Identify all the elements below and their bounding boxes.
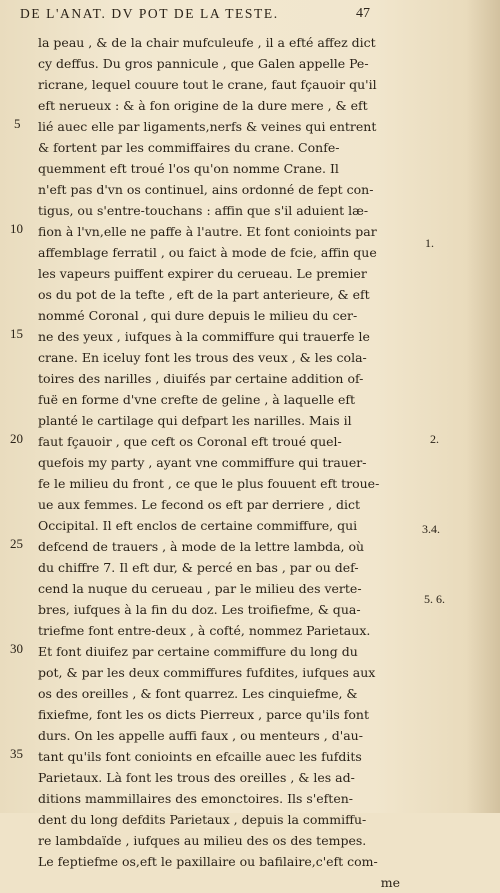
text-line: la peau , & de la chair mufculeufe , il a efté affez dict [38, 35, 376, 50]
text-line: ricrane, lequel couure tout le crane, faut fçauoir qu'il [38, 77, 377, 92]
line-number: 20 [10, 431, 23, 446]
text-line: Occipital. Il eft enclos de certaine commiffure, qui [38, 518, 358, 533]
running-title: DE L'ANAT. DV POT DE LA TESTE. [20, 6, 279, 21]
page-number: 47 [356, 6, 370, 21]
margin-note: 3.4. [422, 522, 440, 536]
running-header [20, 6, 370, 24]
text-line: fixiefme, font les os dicts Pierreux , parce qu'ils font [38, 707, 369, 722]
text-line: pot, & par les deux commiffures fufdites, iufques aux [38, 665, 376, 680]
text-line: ne des yeux , iufques à la commiffure qui trauerfe le [38, 329, 370, 344]
text-line: ditions mammillaires des emonctoires. Ils s'eften- [38, 791, 353, 806]
text-line: fe le milieu du front , ce que le plus fouuent eft troue- [38, 476, 380, 491]
text-line: tant qu'ils font conioints en efcaille auec les fufdits [38, 749, 362, 764]
line-number: 15 [10, 326, 23, 341]
text-line: quemment eft troué l'os qu'on nomme Crane. Il [38, 161, 339, 176]
text-line: os des oreilles , & font quarrez. Les cinquiefme, & [38, 686, 358, 701]
margin-note: 1. [425, 236, 434, 250]
text-line: triefme font entre-deux , à cofté, nommez Parietaux. [38, 623, 371, 638]
line-number: 30 [10, 641, 23, 656]
text-line: crane. En iceluy font les trous des veux , & les cola- [38, 350, 367, 365]
text-line: du chiffre 7. Il eft dur, & percé en bas , par ou def- [38, 560, 359, 575]
text-line: Le feptiefme os,eft le paxillaire ou bafilaire,c'eft com- [38, 854, 378, 869]
text-line: ue aux femmes. Le fecond os eft par derriere , dict [38, 497, 361, 512]
text-line: durs. On les appelle auffi faux , ou menteurs , d'au- [38, 728, 363, 743]
text-line: bres, iufques à la fin du doz. Les troifiefme, & qua- [38, 602, 361, 617]
text-line: defcend de trauers , à mode de la lettre lambda, où [38, 539, 365, 554]
margin-note: 2. [430, 432, 439, 446]
text-line: toires des narilles , diuifés par certaine addition of- [38, 371, 364, 386]
line-number: 35 [10, 746, 23, 761]
text-line: Et font diuifez par certaine commiffure du long du [38, 644, 358, 659]
catchword: me [380, 875, 400, 890]
text-block [38, 32, 406, 893]
text-line: re lambdaïde , iufques au milieu des os des tempes. [38, 833, 367, 848]
line-number: 5 [14, 116, 21, 131]
text-line: planté le cartilage qui defpart les narilles. Mais il [38, 413, 352, 428]
text-line: eft nerueux : & à fon origine de la dure mere , & eft [38, 98, 368, 113]
text-line: n'eft pas d'vn os continuel, ains ordonné de fept con- [38, 182, 374, 197]
page-gutter-shadow [466, 0, 500, 813]
text-line: fion à l'vn,elle ne paffe à l'autre. Et font conioints par [38, 224, 377, 239]
text-line: cy deffus. Du gros pannicule , que Galen appelle Pe- [38, 56, 369, 71]
text-line: faut fçauoir , que ceft os Coronal eft troué quel- [38, 434, 342, 449]
text-line: les vapeurs puiffent expirer du cerueau. Le premier [38, 266, 367, 281]
text-line: affemblage ferratil , ou faict à mode de fcie, affin que [38, 245, 377, 260]
text-line: fuë en forme d'vne crefte de geline , à laquelle eft [38, 392, 356, 407]
line-number: 25 [10, 536, 23, 551]
line-number: 10 [10, 221, 23, 236]
text-line: quefois my party , ayant vne commiffure qui trauer- [38, 455, 367, 470]
margin-note: 5. 6. [424, 592, 445, 606]
text-line: tigus, ou s'entre-touchans : affin que s'il aduient læ- [38, 203, 369, 218]
text-line: dent du long defdits Parietaux , depuis la commiffu- [38, 812, 367, 827]
text-line: cend la nuque du cerueau , par le milieu des verte- [38, 581, 362, 596]
text-line: lié auec elle par ligaments,nerfs & veines qui entrent [38, 119, 377, 134]
text-line: & fortent par les commiffaires du crane. Confe- [38, 140, 340, 155]
text-line: Parietaux. Là font les trous des oreilles , & les ad- [38, 770, 355, 785]
text-line: nommé Coronal , qui dure depuis le milieu du cer- [38, 308, 358, 323]
text-line: os du pot de la tefte , eft de la part anterieure, & eft [38, 287, 370, 302]
